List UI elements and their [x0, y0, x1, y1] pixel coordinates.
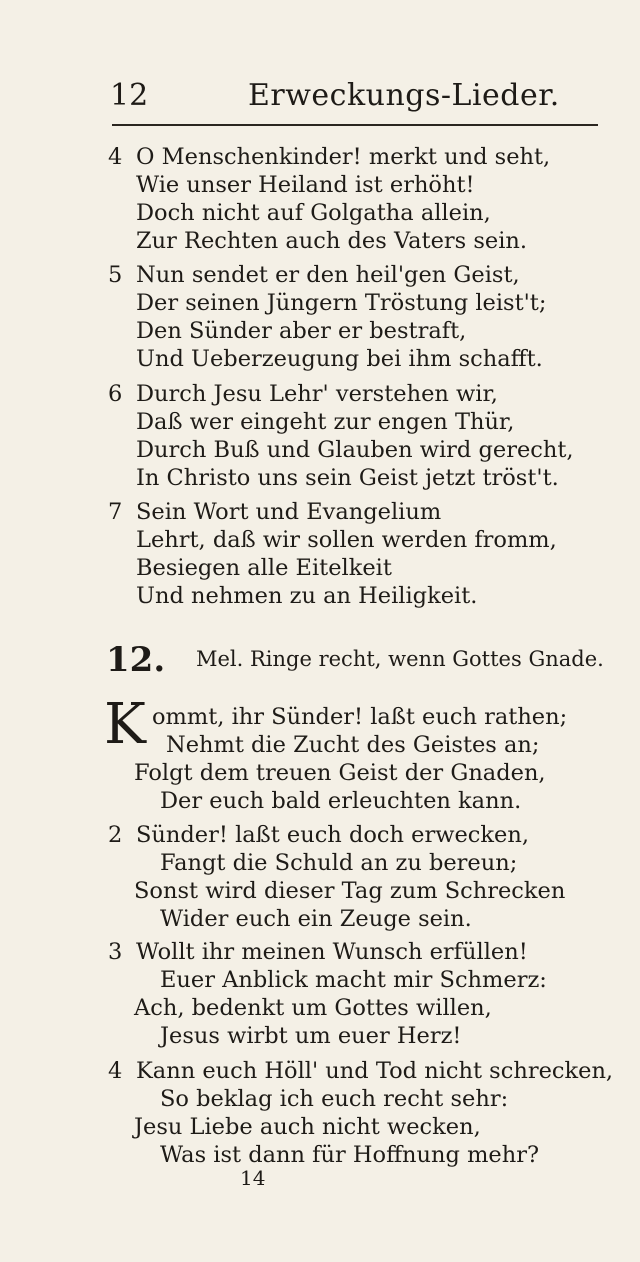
verse-line: Doch nicht auf Golgatha allein,	[136, 200, 491, 226]
verse-line: Kann euch Höll' und Tod nicht schrecken,	[136, 1058, 614, 1084]
verse-line: Den Sünder aber er bestraft,	[136, 318, 467, 344]
verse-line: Lehrt, daß wir sollen werden fromm,	[136, 527, 557, 553]
verse-line: Der euch bald erleuchten kann.	[160, 788, 522, 814]
running-title: Erweckungs-Lieder.	[248, 78, 560, 113]
header-rule	[112, 124, 598, 126]
verse-line: Euer Anblick macht mir Schmerz:	[160, 967, 547, 993]
verse-line: Und nehmen zu an Heiligkeit.	[136, 583, 478, 609]
verse-line: Jesus wirbt um euer Herz!	[160, 1023, 462, 1049]
verse-line: Zur Rechten auch des Vaters sein.	[136, 228, 528, 254]
verse-line: Daß wer eingeht zur engen Thür,	[136, 409, 515, 435]
verse-line: Ach, bedenkt um Gottes willen,	[134, 995, 492, 1021]
signature-number: 14	[240, 1166, 266, 1190]
drop-cap: K	[104, 692, 146, 757]
verse-line: In Christo uns sein Geist jetzt tröst't.	[136, 465, 559, 491]
verse-line: Wollt ihr meinen Wunsch erfüllen!	[136, 939, 528, 965]
verse-line: Jesu Liebe auch nicht wecken,	[134, 1114, 481, 1140]
stanza-number: 6	[108, 381, 123, 407]
stanza-number: 5	[108, 262, 123, 288]
verse-line: Und Ueberzeugung bei ihm schafft.	[136, 346, 543, 372]
verse-line: Nehmt die Zucht des Geistes an;	[166, 732, 540, 758]
stanza-number: 4	[108, 1058, 123, 1084]
verse-line: Wider euch ein Zeuge sein.	[160, 906, 472, 932]
verse-line: Sein Wort und Evangelium	[136, 499, 442, 525]
verse-line: So beklag ich euch recht sehr:	[160, 1086, 509, 1112]
verse-line: Besiegen alle Eitelkeit	[136, 555, 392, 581]
melody-line: Mel. Ringe recht, wenn Gottes Gnade.	[196, 647, 604, 671]
stanza-number: 7	[108, 499, 123, 525]
verse-line: Sonst wird dieser Tag zum Schrecken	[134, 878, 566, 904]
stanza-number: 2	[108, 822, 123, 848]
verse-line: Wie unser Heiland ist erhöht!	[136, 172, 475, 198]
verse-line: ommt, ihr Sünder! laßt euch rathen;	[152, 704, 568, 730]
verse-line: Der seinen Jüngern Tröstung leist't;	[136, 290, 547, 316]
verse-line: Nun sendet er den heil'gen Geist,	[136, 262, 520, 288]
verse-line: Folgt dem treuen Geist der Gnaden,	[134, 760, 546, 786]
hymn-number: 12.	[106, 640, 166, 680]
page-number: 12	[110, 78, 149, 113]
verse-line: Was ist dann für Hoffnung mehr?	[160, 1142, 540, 1168]
verse-line: Durch Buß und Glauben wird gerecht,	[136, 437, 574, 463]
verse-line: Sünder! laßt euch doch erwecken,	[136, 822, 529, 848]
stanza-number: 3	[108, 939, 123, 965]
stanza-number: 4	[108, 144, 123, 170]
page-header	[108, 78, 598, 118]
verse-line: O Menschenkinder! merkt und seht,	[136, 144, 551, 170]
verse-line: Durch Jesu Lehr' verstehen wir,	[136, 381, 498, 407]
verse-line: Fangt die Schuld an zu bereun;	[160, 850, 518, 876]
